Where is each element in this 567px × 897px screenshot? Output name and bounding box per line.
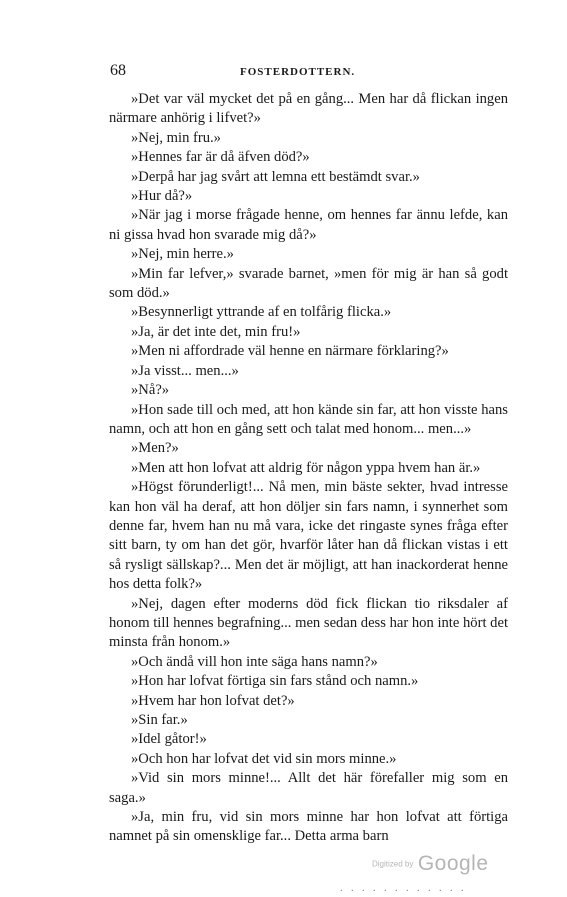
paragraph: »Nej, dagen efter moderns död fick flickan tio riksdaler af honom till hennes begrafning... men sedan dess har hon inte hört det minsta från honom.» [109, 595, 508, 651]
body-text [109, 90, 508, 847]
google-logo: Google [417, 852, 489, 875]
paragraph: »Sin far.» [131, 712, 188, 728]
paragraph: »Men?» [131, 440, 179, 457]
paragraph: »Men ni affordrade väl henne en närmare förklaring?» [131, 343, 449, 360]
paragraph: »Min far lefver,» svarade barnet, »men för mig är han så godt som död.» [109, 265, 508, 302]
paragraph: »Hvem har hon lofvat det?» [131, 692, 295, 709]
paragraph: »Men att hon lofvat att aldrig för någon yppa hvem han är.» [131, 459, 481, 476]
page-header [110, 62, 460, 82]
paragraph: »Nej, min herre.» [131, 246, 234, 263]
paragraph: »Ja visst... men...» [131, 362, 239, 379]
paragraph: »Ja, min fru, vid sin mors minne har hon lofvat att förtiga namnet på sin omensklige far... Detta arma barn [109, 809, 508, 845]
paragraph: »Hon sade till och med, att hon kände sin far, att hon visste hans namn, och att hon en gång sett och talat med honom... men...» [109, 401, 508, 437]
paragraph: »Nå?» [131, 382, 170, 399]
paragraph: »Nej, min fru.» [131, 129, 221, 146]
paragraph: »Och hon har lofvat det vid sin mors minne.» [131, 750, 397, 767]
paragraph: »Högst förunderligt!... Nå men, min bäste sekter, hvad intresse kan hon väl ha deraf, att hon döljer sin fars namn, i synnerhet som denne far, hvem han nu må vara, icke det ringaste synes fråga efter sitt barn, ty om han det gör, hvarför låter han då flickan vistas i ett så rysligt sällskap?... Men det är möjligt, att han inackorderat henne hos detta folk?» [109, 479, 508, 593]
paragraph: »Ja, är det inte det, min fru!» [131, 323, 301, 340]
paragraph: »Derpå har jag svårt att lemna ett bestämdt svar.» [131, 168, 420, 185]
digitized-watermark [372, 852, 489, 876]
paragraph: »Vid sin mors minne!... Allt det här förefaller mig som en saga.» [109, 770, 508, 806]
running-title: FOSTERDOTTERN. [240, 66, 356, 78]
paragraph: »Hon har lofvat förtiga sin fars stånd och namn.» [131, 673, 419, 690]
paragraph: »Och ändå vill hon inte säga hans namn?» [131, 653, 378, 670]
paragraph: »När jag i morse frågade henne, om hennes far ännu lefde, kan ni gissa hvad hon svarade mig då?» [109, 207, 508, 243]
paragraph: »Besynnerligt yttrande af en tolfårig flicka.» [131, 304, 392, 321]
paragraph: »Hur då?» [131, 188, 193, 205]
paragraph: »Hennes far är då äfven död?» [131, 149, 310, 166]
footer-marks: . . . . . . . . . . . . [340, 883, 467, 894]
watermark-prefix: Digitized by [372, 859, 414, 869]
paragraph: »Idel gåtor!» [131, 731, 207, 748]
paragraph: »Det var väl mycket det på en gång... Men har då flickan ingen närmare anhörig i lifvet?» [109, 91, 508, 127]
page-number: 68 [110, 62, 126, 79]
